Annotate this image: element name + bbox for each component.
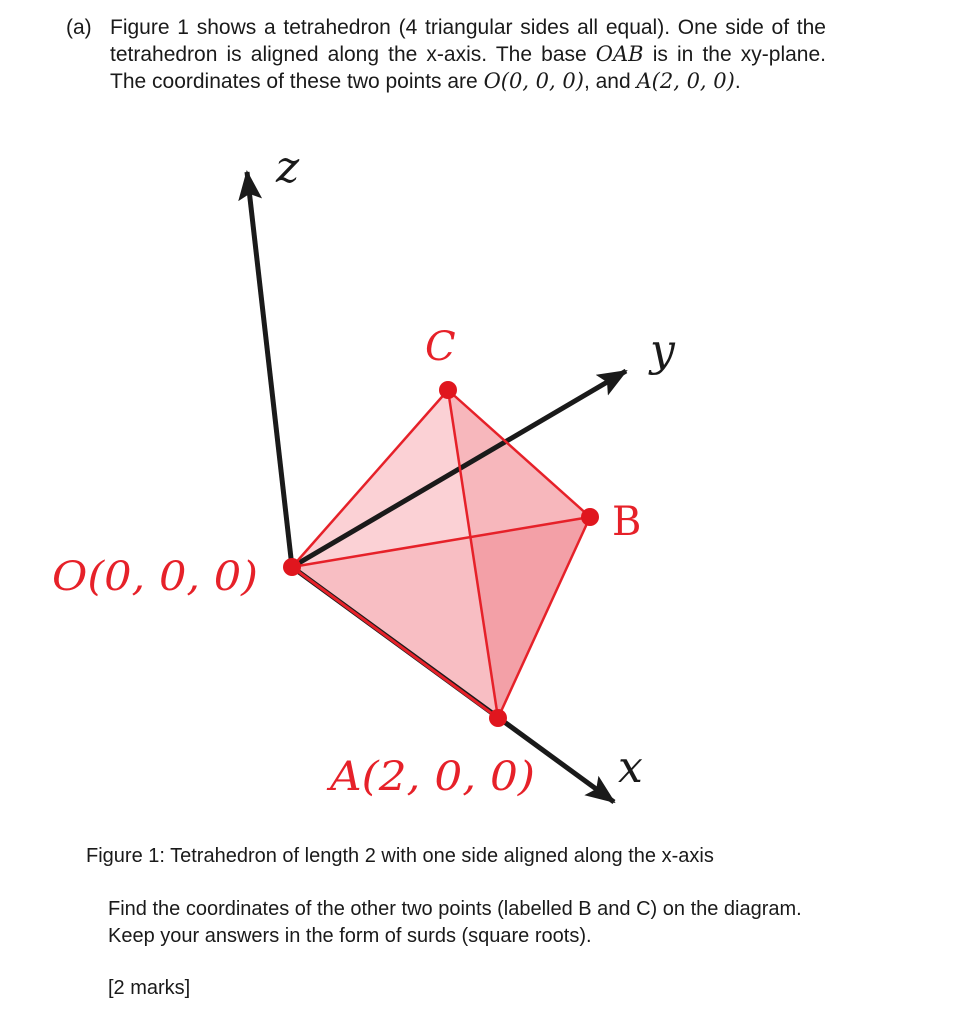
point-o-label: O(0, 0, 0) — [52, 554, 258, 600]
point-c-label: C — [425, 324, 456, 370]
question-label: (a) — [66, 16, 92, 39]
z-axis-label: z — [276, 142, 300, 193]
question-text-part-4: . — [734, 70, 741, 93]
question-text-part-3: , and — [583, 70, 637, 93]
vertex-b — [581, 508, 599, 526]
question-text-part-2: is in the xy-plane. The coordinates of these two points are — [110, 43, 826, 93]
question-text-part-1: Figure 1 shows a tetrahedron (4 triangular sides all equal). One side of the tetrahedron is aligned along the x-axis. The base — [110, 16, 826, 66]
base-name: OAB — [595, 42, 644, 66]
point-o-coordinates: O(0, 0, 0) — [483, 69, 584, 93]
vertex-o — [283, 558, 301, 576]
point-b-label: B — [612, 499, 642, 545]
figure-caption: Figure 1: Tetrahedron of length 2 with one side aligned along the x-axis — [86, 845, 714, 867]
point-a-coordinates: A(2, 0, 0) — [636, 69, 735, 93]
vertex-a — [489, 709, 507, 727]
y-axis-label: y — [650, 325, 675, 376]
task-instruction: Find the coordinates of the other two points (labelled B and C) on the diagram. Keep your answers in the form of surds (square roots). — [108, 898, 802, 947]
point-a-label: A(2, 0, 0) — [325, 754, 535, 800]
vertex-c — [439, 381, 457, 399]
x-axis-label: x — [618, 742, 643, 793]
marks-label: [2 marks] — [108, 977, 191, 999]
z-axis — [247, 172, 292, 567]
